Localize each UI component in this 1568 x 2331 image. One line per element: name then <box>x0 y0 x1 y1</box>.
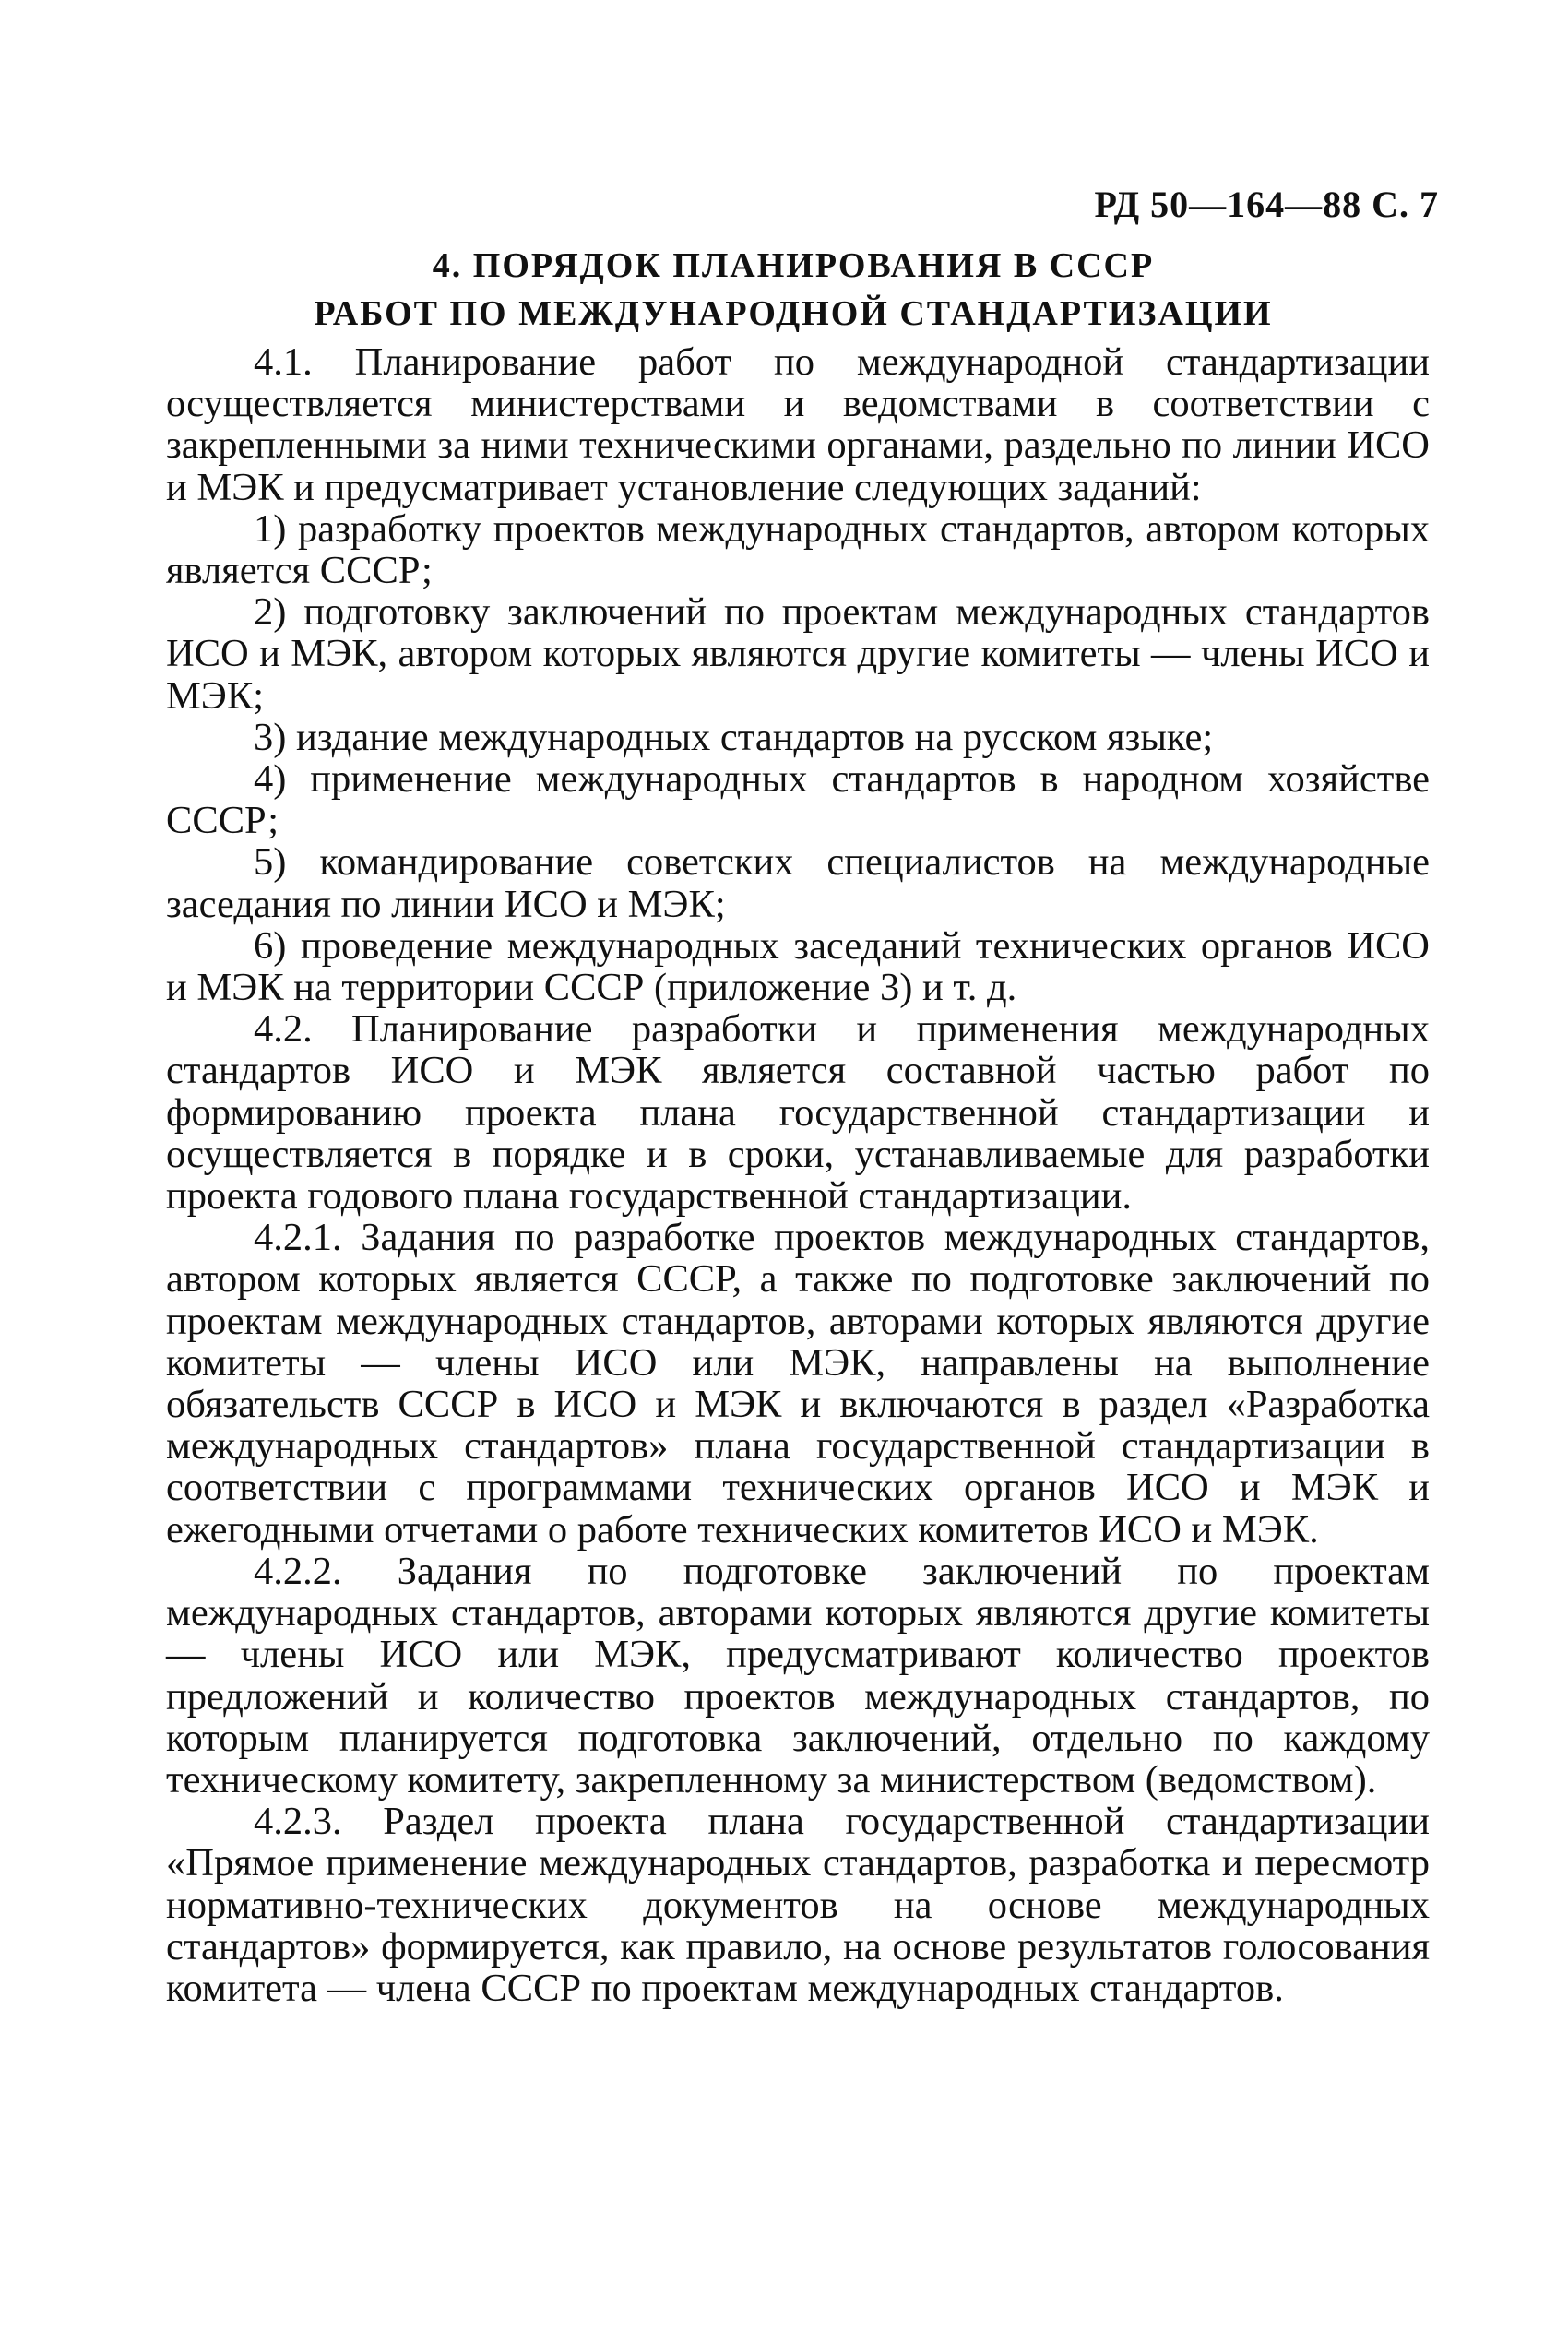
page-header-reference: РД 50—164—88 С. 7 <box>1094 184 1439 225</box>
section-title-line-2: РАБОТ ПО МЕЖДУНАРОДНОЙ СТАНДАРТИЗАЦИИ <box>314 294 1273 333</box>
paragraph-4-1: 4.1. Планирование работ по международной стандартизации осуществляется министерствами и ведомствами в соответствии с закрепленными за ними техническими органами, раздельно по линии ИСО и МЭК и предусматривает установление следующих заданий: <box>166 340 1430 509</box>
section-title-line-1: 4. ПОРЯДОК ПЛАНИРОВАНИЯ В СССР <box>432 246 1155 285</box>
paragraph-4-2-1: 4.2.1. Задания по разработке проектов международных стандартов, автором которых является СССР, а также по подготовке заключений по проектам международных стандартов, авторами которых являются другие комитеты — члены ИСО или МЭК, направлены на выполнение обязательств СССР в ИСО и МЭК и включаются в раздел «Разработка международных стандартов» плана государственной стандартизации в соответствии с программами технических органов ИСО и МЭК и ежегодными отчетами о работе технических комитетов ИСО и МЭК. <box>166 1216 1430 1552</box>
document-body <box>166 341 1430 2009</box>
list-item-6: 6) проведение международных заседаний технических органов ИСО и МЭК на территории СССР (приложение 3) и т. д. <box>166 923 1430 1010</box>
list-item-5: 5) командирование советских специалистов на международные заседания по линии ИСО и МЭК; <box>166 840 1430 926</box>
list-item-4: 4) применение международных стандартов в народном хозяйстве СССР; <box>166 757 1430 843</box>
list-item-3: 3) издание международных стандартов на русском языке; <box>254 715 1214 759</box>
paragraph-4-2-2: 4.2.2. Задания по подготовке заключений по проектам международных стандартов, авторами которых являются другие комитеты — члены ИСО или МЭК, предусматривают количество проектов предложений и количество проектов международных стандартов, по которым планируется подготовка заключений, отдельно по каждому техническому комитету, закрепленному за министерством (ведомством). <box>166 1549 1430 1802</box>
list-item-1: 1) разработку проектов международных стандартов, автором которых является СССР; <box>166 506 1430 593</box>
paragraph-4-2-3: 4.2.3. Раздел проекта плана государственной стандартизации «Прямое применение международных стандартов, разработка и пересмотр нормативно-технических документов на основе международных стандартов» формируется, как правило, на основе результатов голосования комитета — члена СССР по проектам международных стандартов. <box>166 1800 1430 2010</box>
paragraph-4-2: 4.2. Планирование разработки и применения международных стандартов ИСО и МЭК является составной частью работ по формированию проекта плана государственной стандартизации и осуществляется в порядке и в сроки, устанавливаемые для разработки проекта годового плана государственной стандартизации. <box>166 1007 1430 1219</box>
list-item-2: 2) подготовку заключений по проектам международных стандартов ИСО и МЭК, автором которых являются другие комитеты — члены ИСО и МЭК; <box>166 590 1430 718</box>
section-title <box>148 242 1439 338</box>
